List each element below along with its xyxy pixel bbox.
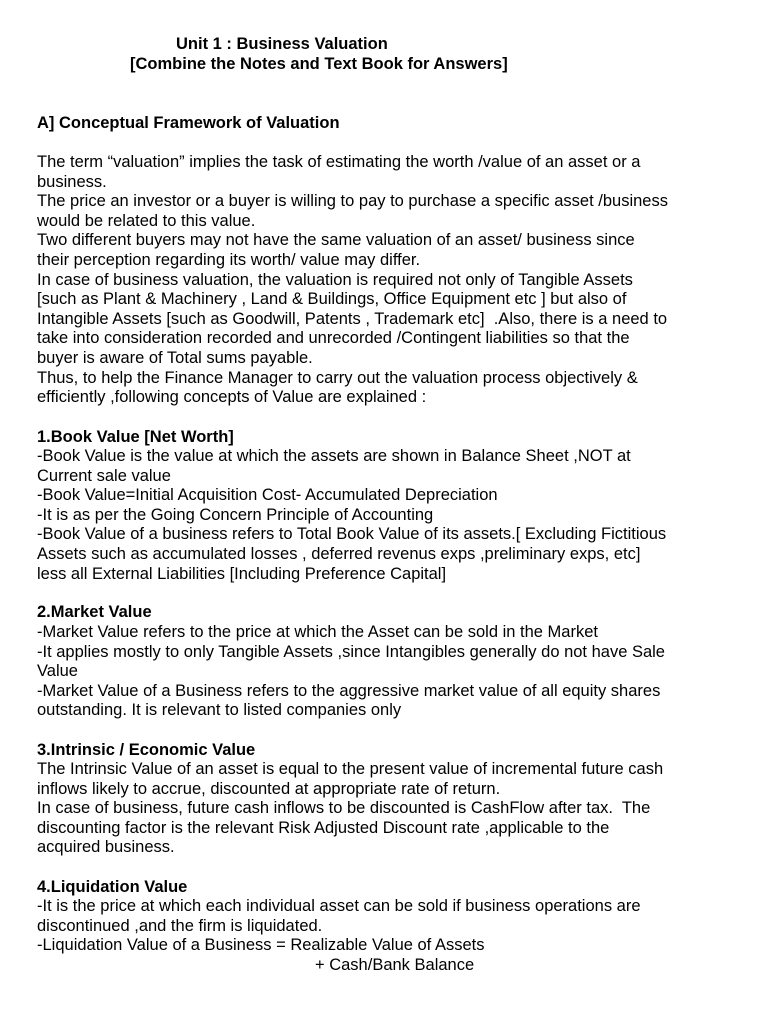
text-line: would be related to this value. [37, 211, 256, 230]
text-line: Assets such as accumulated losses , deferred revenus exps ,preliminary exps, etc] [37, 544, 641, 563]
paragraph-book-value [37, 447, 737, 584]
text-line: less all External Liabilities [Including Preference Capital] [37, 564, 447, 583]
text-line: business. [37, 172, 107, 191]
text-line: + Cash/Bank Balance [315, 955, 475, 974]
text-line: acquired business. [37, 838, 175, 857]
text-line: discounting factor is the relevant Risk Adjusted Discount rate ,applicable to the [37, 818, 610, 837]
section-heading-book-value: 1.Book Value [Net Worth] [37, 428, 234, 446]
text-line: -Book Value is the value at which the assets are shown in Balance Sheet ,NOT at [37, 447, 631, 465]
text-line: In case of business valuation, the valuation is required not only of Tangible Assets [37, 270, 633, 289]
text-line: -It is the price at which each individual asset can be sold if business operations are [37, 897, 641, 915]
text-line: In case of business, future cash inflows to be discounted is CashFlow after tax. The [37, 799, 651, 818]
text-line: -It applies mostly to only Tangible Assets ,since Intangibles generally do not have Sale [37, 642, 665, 661]
text-line: The price an investor or a buyer is willing to pay to purchase a specific asset /business [37, 192, 668, 211]
text-line: discontinued ,and the firm is liquidated. [37, 916, 323, 935]
text-line: -Liquidation Value of a Business = Realizable Value of Assets [37, 936, 485, 955]
text-line: their perception regarding its worth/ value may differ. [37, 250, 421, 269]
text-line: Intangible Assets [such as Goodwill, Patents , Trademark etc] .Also, there is a need to [37, 309, 668, 328]
text-line: The Intrinsic Value of an asset is equal to the present value of incremental future cash [37, 760, 664, 778]
document-title: Unit 1 : Business Valuation [176, 35, 388, 53]
section-heading-intrinsic-value: 3.Intrinsic / Economic Value [37, 741, 256, 759]
text-line: outstanding. It is relevant to listed companies only [37, 701, 402, 720]
text-line: inflows likely to accrue, discounted at appropriate rate of return. [37, 779, 501, 798]
section-heading-liquidation-value: 4.Liquidation Value [37, 878, 188, 896]
paragraph-market-value [37, 623, 737, 721]
section-heading-conceptual-framework: A] Conceptual Framework of Valuation [37, 114, 340, 132]
text-line: take into consideration recorded and unrecorded /Contingent liabilities so that the [37, 329, 630, 348]
text-line: Value [37, 662, 78, 681]
paragraph-conceptual-framework [37, 153, 737, 408]
text-line: efficiently ,following concepts of Value are explained : [37, 388, 427, 407]
text-line: -Market Value of a Business refers to the aggressive market value of all equity shares [37, 681, 661, 700]
text-line: Two different buyers may not have the same valuation of an asset/ business since [37, 231, 635, 250]
text-line: Thus, to help the Finance Manager to carry out the valuation process objectively & [37, 368, 638, 387]
text-line: buyer is aware of Total sums payable. [37, 348, 313, 367]
text-line: -Book Value of a business refers to Total Book Value of its assets.[ Excluding Fictitious [37, 525, 667, 544]
text-line: Current sale value [37, 466, 171, 485]
paragraph-intrinsic-value [37, 760, 737, 858]
text-line: -It is as per the Going Concern Principle of Accounting [37, 505, 434, 524]
text-line: The term “valuation” implies the task of estimating the worth /value of an asset or a [37, 153, 641, 171]
text-line: [such as Plant & Machinery , Land & Buildings, Office Equipment etc ] but also of [37, 290, 627, 309]
text-line: -Book Value=Initial Acquisition Cost- Accumulated Depreciation [37, 486, 498, 505]
document-subtitle: [Combine the Notes and Text Book for Answers] [130, 55, 508, 73]
paragraph-liquidation-value [37, 897, 737, 975]
text-line: -Market Value refers to the price at which the Asset can be sold in the Market [37, 623, 598, 641]
section-heading-market-value: 2.Market Value [37, 603, 152, 621]
